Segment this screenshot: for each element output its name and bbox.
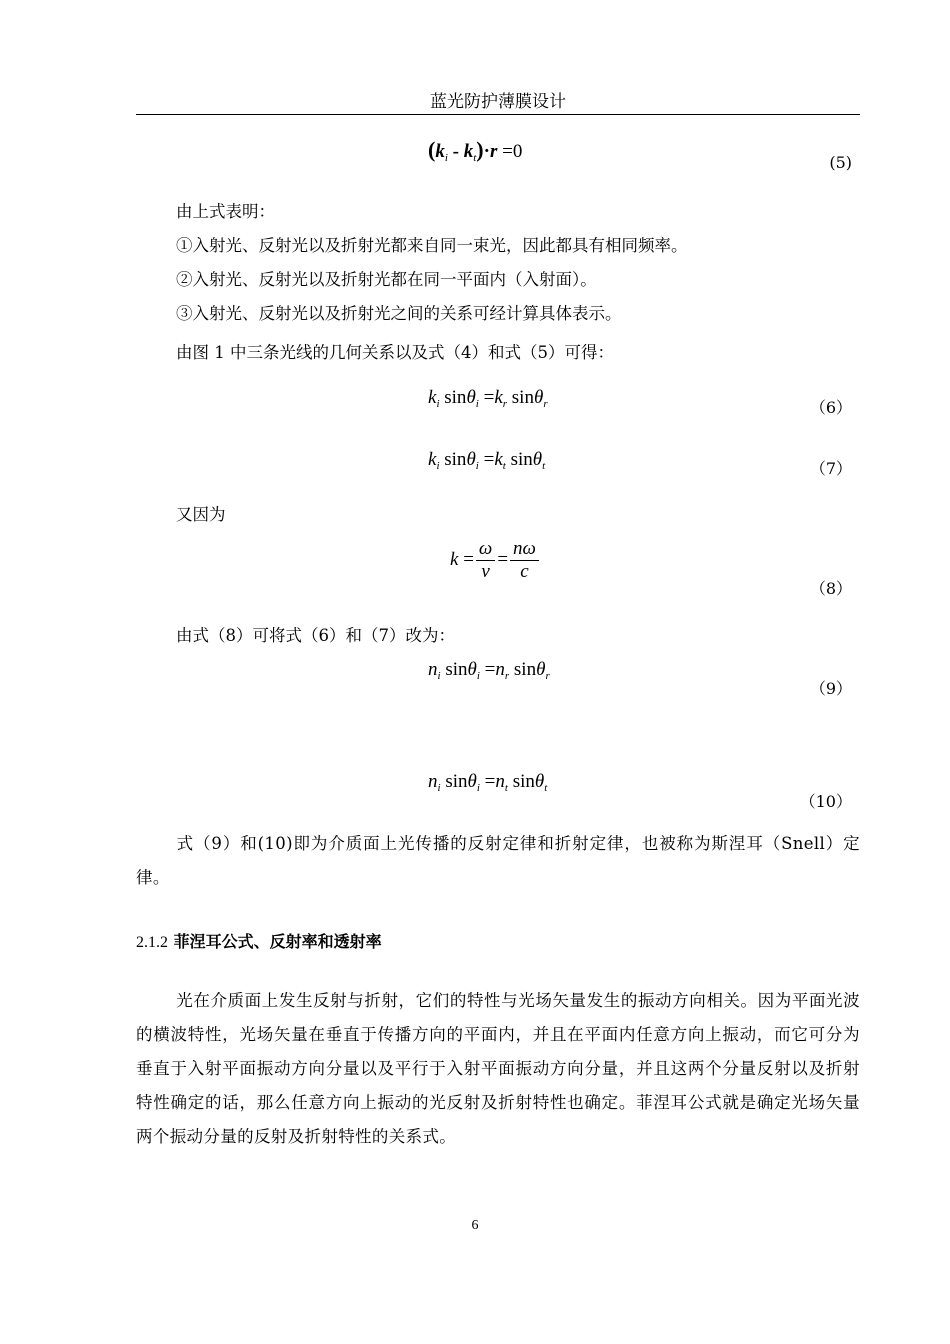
running-header: 蓝光防护薄膜设计 (430, 92, 566, 112)
text-item-3: ③入射光、反射光以及折射光之间的关系可经计算具体表示。 (176, 304, 622, 323)
text-change-equations: 由式（8）可将式（6）和（7）改为： (176, 626, 455, 645)
equation-10-number: （10） (799, 792, 852, 811)
paragraph-snell-text: 式（9）和(10)即为介质面上光传播的反射定律和折射定律，也被称为斯涅耳（Snell）定律。 (136, 834, 860, 887)
equation-10: $n_i$ $\sin\theta_i =n_t$ sinθ$_t$ (428, 771, 548, 794)
text-item-2: ②入射光、反射光以及折射光都在同一平面内（入射面）。 (176, 270, 597, 289)
fraction-omega-v: $\frac{\omega}{v}$ (476, 538, 495, 583)
section-title: 菲涅耳公式、反射率和透射率 (173, 932, 382, 951)
equation-6: $k_i$ $\sin\theta_i =k_r$ sinθ$_r$ (428, 387, 548, 410)
equation-7-number: （7） (809, 459, 852, 478)
section-number: 2.1.2 (136, 934, 168, 951)
header-rule (136, 114, 860, 115)
equation-6-number: （6） (809, 398, 852, 417)
paragraph-snell (136, 827, 860, 895)
text-conclusion: 由上式表明： (176, 202, 275, 221)
equation-9-number: （9） (809, 679, 852, 698)
equation-8: k = $\frac{\omega}{v}$ = $\frac{n\omega}{c}$ (450, 538, 541, 583)
paragraph-fresnel-text: 光在介质面上发生反射与折射，它们的特性与光场矢量发生的振动方向相关。因为平面光波的横波特性，光场矢量在垂直于传播方向的平面内，并且在平面内任意方向上振动，而它可分为垂直于入射平面振动方向分量以及平行于入射平面振动方向分量，并且这两个分量反射以及折射特性确定的话，那么任意方向上振动的光反射及折射特性也确定。菲涅耳公式就是确定光场矢量两个振动分量的反射及折射特性的关系式。 (136, 991, 860, 1146)
text-because: 又因为 (176, 505, 226, 524)
equation-8-number: （8） (809, 579, 852, 598)
fraction-n-omega-c: $\frac{n\omega}{c}$ (510, 538, 539, 583)
paragraph-fresnel (136, 984, 860, 1154)
equation-9: $n_i$ $\sin\theta_i =n_r$ sinθ$_r$ (428, 659, 550, 682)
equation-7: $k_i$ $\sin\theta_i =k_t$ sinθ$_t$ (428, 449, 546, 472)
equation-5: $(k_i - k_t)\cdot r =0$ (428, 137, 523, 164)
section-heading (136, 930, 382, 955)
text-figure-reference: 由图 1 中三条光线的几何关系以及式（4）和式（5）可得： (176, 343, 614, 362)
text-item-1: ①入射光、反射光以及折射光都来自同一束光，因此都具有相同频率。 (176, 236, 688, 255)
page-number: 6 (471, 1218, 479, 1233)
equation-5-number: (5) (829, 153, 852, 172)
